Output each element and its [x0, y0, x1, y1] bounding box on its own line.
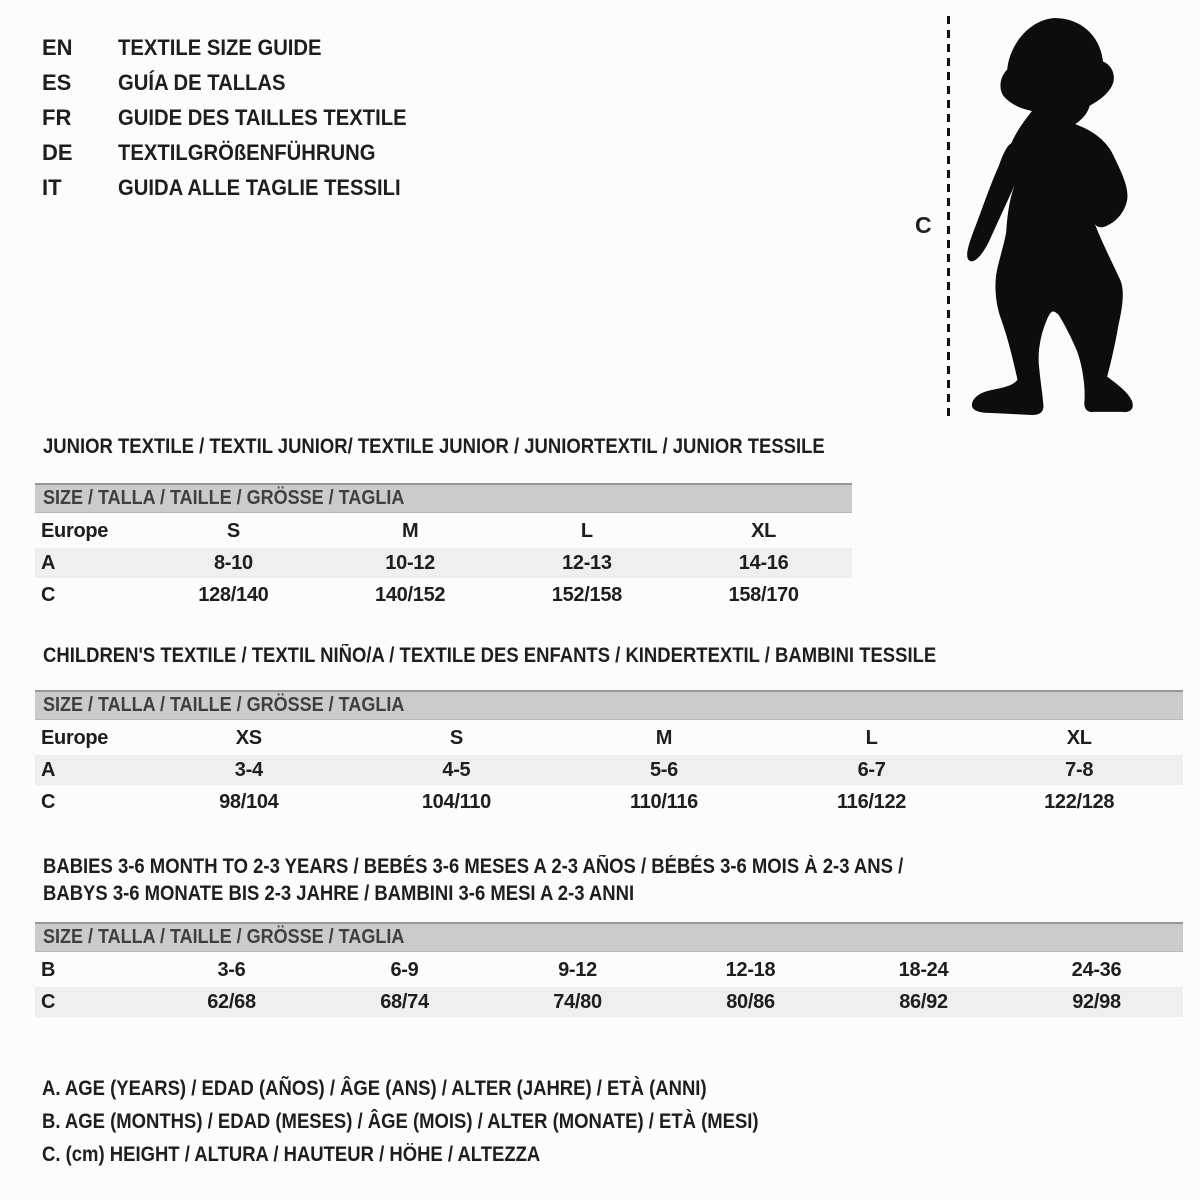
- table-header-row: [35, 516, 852, 546]
- table-cell: 3-4: [234, 759, 263, 781]
- language-title: GUÍA DE TALLAS: [118, 70, 286, 95]
- size-header-bar: [35, 690, 1183, 720]
- row-label: B: [41, 959, 56, 981]
- table-cell: 110/116: [629, 791, 698, 813]
- table-cell: 122/128: [1044, 791, 1115, 813]
- table-cell: 4-5: [442, 759, 471, 781]
- header-cell: Europe: [41, 520, 109, 542]
- row-label: C: [41, 791, 56, 813]
- table-cell: 12-18: [725, 959, 776, 981]
- language-code: IT: [42, 175, 62, 200]
- header-cell: S: [449, 727, 463, 749]
- table-cell: 62/68: [207, 991, 256, 1013]
- measurement-legend: [42, 1072, 856, 1171]
- table-row: [35, 580, 852, 610]
- table-cell: 128/140: [198, 584, 269, 606]
- babies-textile-section: [35, 855, 1183, 1017]
- section-title: BABIES 3-6 MONTH TO 2-3 YEARS / BEBÉS 3-6 MESES A 2-3 AÑOS / BÉBÉS 3-6 MOIS À 2-3 ANS /: [43, 855, 904, 878]
- language-title: GUIDA ALLE TAGLIE TESSILI: [118, 175, 401, 200]
- table-cell: 6-9: [390, 959, 419, 981]
- table-cell: 140/152: [375, 584, 446, 606]
- row-label: C: [41, 991, 56, 1013]
- table-cell: 80/86: [726, 991, 775, 1013]
- size-header-text: SIZE / TALLA / TAILLE / GRÖSSE / TAGLIA: [43, 926, 405, 948]
- language-row-es: [42, 65, 432, 100]
- toddler-silhouette-icon: [966, 16, 1136, 420]
- table-cell: 8-10: [213, 552, 253, 574]
- row-label: A: [41, 759, 56, 781]
- table-cell: 92/98: [1072, 991, 1121, 1013]
- language-code: FR: [42, 105, 72, 130]
- table-row: [35, 755, 1183, 785]
- language-title: GUIDE DES TAILLES TEXTILE: [118, 105, 407, 130]
- table-cell: 9-12: [558, 959, 597, 981]
- header-cell: L: [580, 520, 593, 542]
- table-cell: 12-13: [562, 552, 612, 574]
- header-cell: S: [226, 520, 240, 542]
- table-cell: 152/158: [551, 584, 622, 606]
- table-cell: 116/122: [837, 791, 907, 813]
- table-cell: 6-7: [857, 759, 886, 781]
- height-dashed-line: [947, 16, 950, 418]
- language-row-de: [42, 135, 432, 170]
- header-cell: L: [865, 727, 878, 749]
- row-label: A: [41, 552, 56, 574]
- legend-line-a: A. AGE (YEARS) / EDAD (AÑOS) / ÂGE (ANS) / ALTER (JAHRE) / ETÀ (ANNI): [42, 1077, 707, 1100]
- section-title-line2: BABYS 3-6 MONATE BIS 2-3 JAHRE / BAMBINI 3-6 MESI A 2-3 ANNI: [43, 882, 635, 905]
- language-code: ES: [42, 70, 72, 95]
- table-cell: 86/92: [899, 991, 948, 1013]
- size-header-text: SIZE / TALLA / TAILLE / GRÖSSE / TAGLIA: [43, 694, 405, 716]
- table-cell: 7-8: [1065, 759, 1094, 781]
- header-cell: Europe: [41, 727, 109, 749]
- size-header-bar: [35, 922, 1183, 952]
- children-textile-section: [35, 645, 1183, 817]
- language-title: TEXTILGRÖßENFÜHRUNG: [118, 140, 376, 165]
- section-title: JUNIOR TEXTILE / TEXTIL JUNIOR/ TEXTILE JUNIOR / JUNIORTEXTIL / JUNIOR TESSILE: [43, 435, 825, 458]
- legend-line-b: B. AGE (MONTHS) / EDAD (MESES) / ÂGE (MOIS) / ALTER (MONATE) / ETÀ (MESI): [42, 1110, 759, 1133]
- table-cell: 158/170: [728, 584, 799, 606]
- table-cell: 68/74: [380, 991, 429, 1013]
- language-title-list: [42, 30, 432, 205]
- table-cell: 5-6: [649, 759, 678, 781]
- table-row: [35, 548, 852, 578]
- table-cell: 24-36: [1071, 959, 1122, 981]
- table-row: [35, 955, 1183, 985]
- section-title: CHILDREN'S TEXTILE / TEXTIL NIÑO/A / TEXTILE DES ENFANTS / KINDERTEXTIL / BAMBINI TESSILE: [43, 644, 937, 667]
- header-cell: XL: [1066, 727, 1092, 749]
- language-row-it: [42, 170, 432, 205]
- size-header-text: SIZE / TALLA / TAILLE / GRÖSSE / TAGLIA: [43, 487, 405, 509]
- table-cell: 18-24: [898, 959, 949, 981]
- language-title: TEXTILE SIZE GUIDE: [118, 35, 322, 60]
- height-measure-label: C: [915, 212, 932, 238]
- size-header-bar: [35, 483, 852, 513]
- header-cell: M: [401, 520, 419, 542]
- table-cell: 10-12: [385, 552, 435, 574]
- header-cell: XL: [751, 520, 777, 542]
- language-row-fr: [42, 100, 432, 135]
- header-cell: M: [655, 727, 673, 749]
- table-row: [35, 987, 1183, 1017]
- header-cell: XS: [235, 727, 262, 749]
- table-header-row: [35, 723, 1183, 753]
- table-cell: 98/104: [219, 791, 279, 813]
- language-code: DE: [42, 140, 73, 165]
- row-label: C: [41, 584, 56, 606]
- table-cell: 14-16: [738, 552, 789, 574]
- table-cell: 74/80: [553, 991, 602, 1013]
- table-cell: 3-6: [217, 959, 246, 981]
- language-row-en: [42, 30, 432, 65]
- table-row: [35, 787, 1183, 817]
- language-code: EN: [42, 35, 73, 60]
- legend-line-c: C. (cm) HEIGHT / ALTURA / HAUTEUR / HÖHE / ALTEZZA: [42, 1143, 541, 1166]
- table-cell: 104/110: [421, 791, 491, 813]
- junior-textile-section: [35, 436, 852, 610]
